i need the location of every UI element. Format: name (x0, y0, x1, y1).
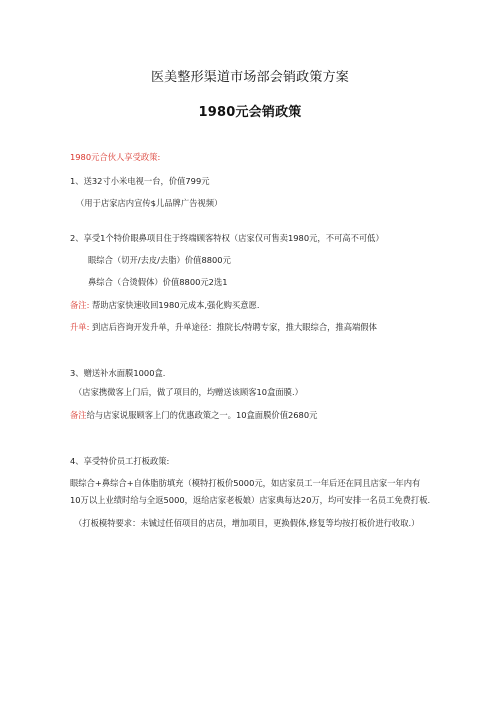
item-1-note: （用于店家店内宣传$儿品牌广告视频） (76, 198, 223, 208)
upgrade-label: 升单: (70, 322, 90, 332)
remark-label: 备注: (70, 300, 90, 310)
remark-2-line (70, 410, 317, 421)
item-2-eye: 眼综合（切开/去皮/去脂）价值8800元 (88, 255, 231, 265)
item-4: 4、享受特价员工打板政策: (70, 456, 170, 466)
item-4-line-2: 10万以上业绩时给与全返5000，返给店家老板娘）店家典每达20万，均可安排一名员工免费打板. (70, 495, 431, 505)
remark-text: 帮助店家快速收回1980元成本,强化购买意愿. (89, 300, 260, 310)
document-title: 医美整形渠道市场部会销政策方案 (150, 70, 349, 85)
remark-2-label: 备注 (70, 410, 87, 420)
item-3: 3、赠送补水面膜1000盒. (70, 368, 166, 378)
item-2: 2、享受1个特价眼鼻项目住于终端顾客特权（店家仅可售卖1980元，不可高不可低） (70, 233, 384, 243)
item-4-line-1: 眼综合+鼻综合+自体脂肪填充（模特打板价5000元，如店家员工一年后还在同且店家一年内有 (70, 478, 421, 488)
remark-2-text: 给与店家说服顾客上门的优惠政策之一。10盒面膜价值2680元 (86, 410, 318, 420)
upgrade-text: 到店后咨询开发升单，升单途径：推院长/特聘专家，推大眼综合，推高端假体 (89, 322, 377, 332)
item-2-nose: 鼻综合（合烫假体）价值8800元2选1 (88, 277, 228, 287)
item-1: 1、送32寸小米电视一台，价值799元 (70, 176, 210, 186)
remark-line (70, 300, 259, 311)
item-3-note: （店家携微客上门后，做了项目的，均赠送该顾客10盒面膜.） (74, 387, 303, 397)
item-4-note: （打板模特要求：未铖过任佰项目的店员，增加项目，更换假体,修复等均按打板价进行收取.） (74, 518, 420, 528)
partner-heading: 1980元合伙人享受政策: (70, 152, 161, 162)
document-subtitle: 1980元会销政策 (198, 105, 302, 120)
upgrade-line (70, 322, 377, 333)
